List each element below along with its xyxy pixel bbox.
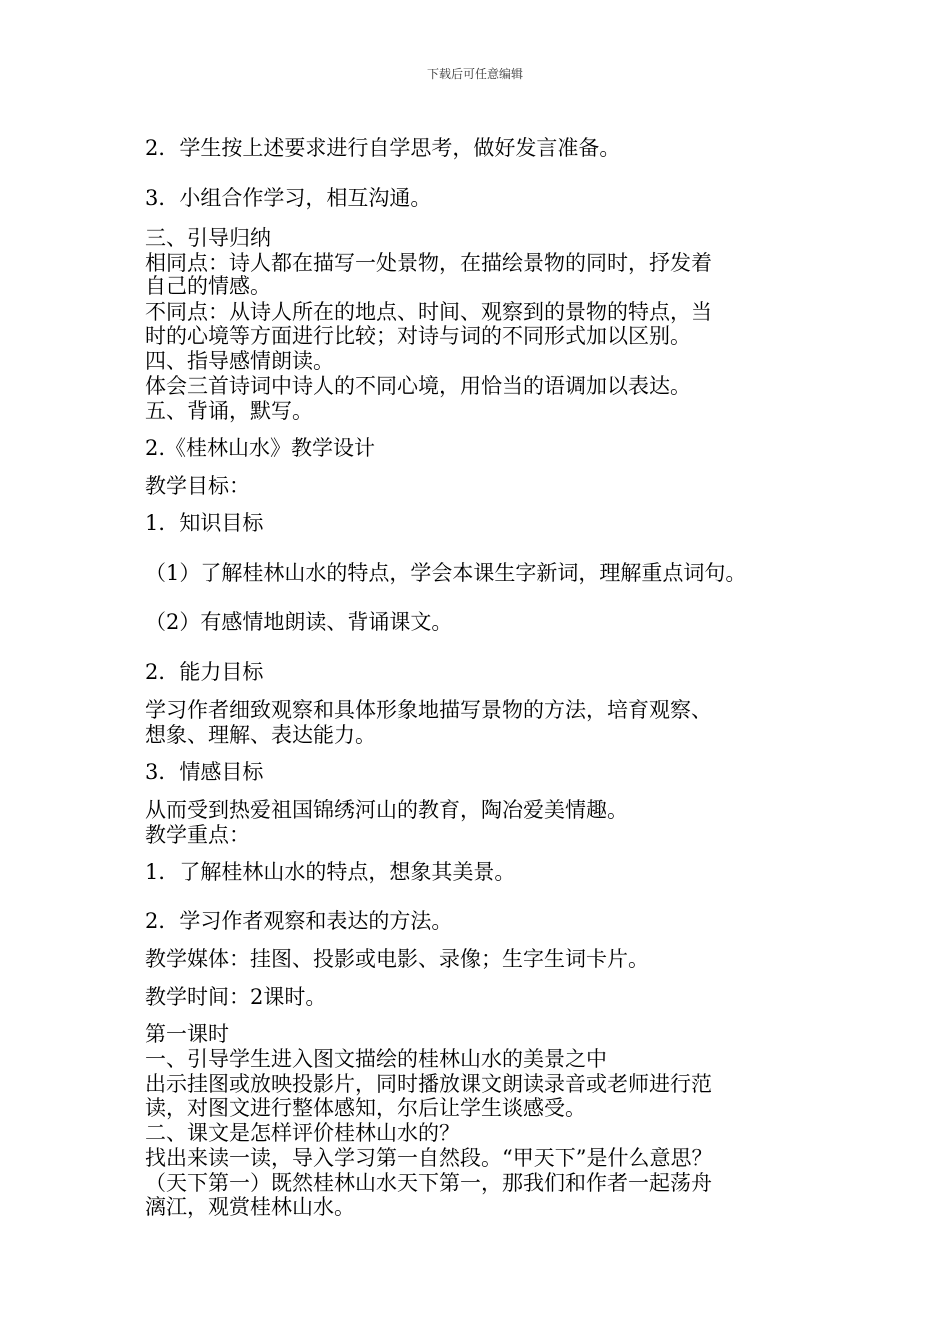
list-item: 1．了解桂林山水的特点，想象其美景。: [145, 860, 516, 884]
paragraph-line: 从而受到热爱祖国锦绣河山的教育，陶冶爱美情趣。: [145, 798, 628, 822]
paragraph-line: 自己的情感。: [145, 274, 271, 298]
list-item: （1）了解桂林山水的特点，学会本课生字新词，理解重点词句。: [145, 561, 747, 585]
paragraph-line: 时的心境等方面进行比较；对诗与词的不同形式加以区别。: [145, 324, 691, 348]
section-heading: 三、引导归纳: [145, 226, 271, 250]
paragraph-line: 教学媒体：挂图、投影或电影、录像；生字生词卡片。: [145, 947, 649, 971]
section-heading: 教学目标：: [145, 474, 250, 498]
paragraph-line: （天下第一）既然桂林山水天下第一，那我们和作者一起荡舟: [145, 1171, 712, 1195]
subsection-heading: 1．知识目标: [145, 511, 264, 535]
section-heading: 一、引导学生进入图文描绘的桂林山水的美景之中: [145, 1047, 607, 1071]
section-heading: 四、指导感情朗读。: [145, 349, 334, 373]
paragraph-line: 学习作者细致观察和具体形象地描写景物的方法，培育观察、: [145, 698, 712, 722]
paragraph-line: 不同点：从诗人所在的地点、时间、观察到的景物的特点，当: [145, 300, 712, 324]
section-heading: 教学重点：: [145, 823, 250, 847]
subsection-heading: 3．情感目标: [145, 760, 264, 784]
section-heading: 第一课时: [145, 1022, 229, 1046]
paragraph-line: 教学时间：2课时。: [145, 985, 327, 1009]
paragraph-line: 想象、理解、表达能力。: [145, 723, 376, 747]
paragraph-line: 找出来读一读，导入学习第一自然段。“甲天下”是什么意思？: [145, 1146, 713, 1170]
subsection-heading: 2．能力目标: [145, 660, 264, 684]
paragraph-line: 漓江，观赏桂林山水。: [145, 1195, 355, 1219]
paragraph-line: 2．学生按上述要求进行自学思考，做好发言准备。: [145, 136, 621, 160]
paragraph-line: 3．小组合作学习，相互沟通。: [145, 186, 432, 210]
section-heading: 二、课文是怎样评价桂林山水的？: [145, 1121, 460, 1145]
paragraph-line: 体会三首诗词中诗人的不同心境，用恰当的语调加以表达。: [145, 374, 691, 398]
section-heading: 五、背诵，默写。: [145, 399, 313, 423]
document-title: 2.《桂林山水》教学设计: [145, 436, 376, 460]
list-item: 2．学习作者观察和表达的方法。: [145, 909, 453, 933]
page-header: 下载后可任意编辑: [426, 67, 523, 81]
paragraph-line: 相同点：诗人都在描写一处景物，在描绘景物的同时，抒发着: [145, 251, 712, 275]
list-item: （2）有感情地朗读、背诵课文。: [145, 610, 453, 634]
paragraph-line: 出示挂图或放映投影片，同时播放课文朗读录音或老师进行范: [145, 1072, 712, 1096]
paragraph-line: 读，对图文进行整体感知，尔后让学生谈感受。: [145, 1096, 586, 1120]
